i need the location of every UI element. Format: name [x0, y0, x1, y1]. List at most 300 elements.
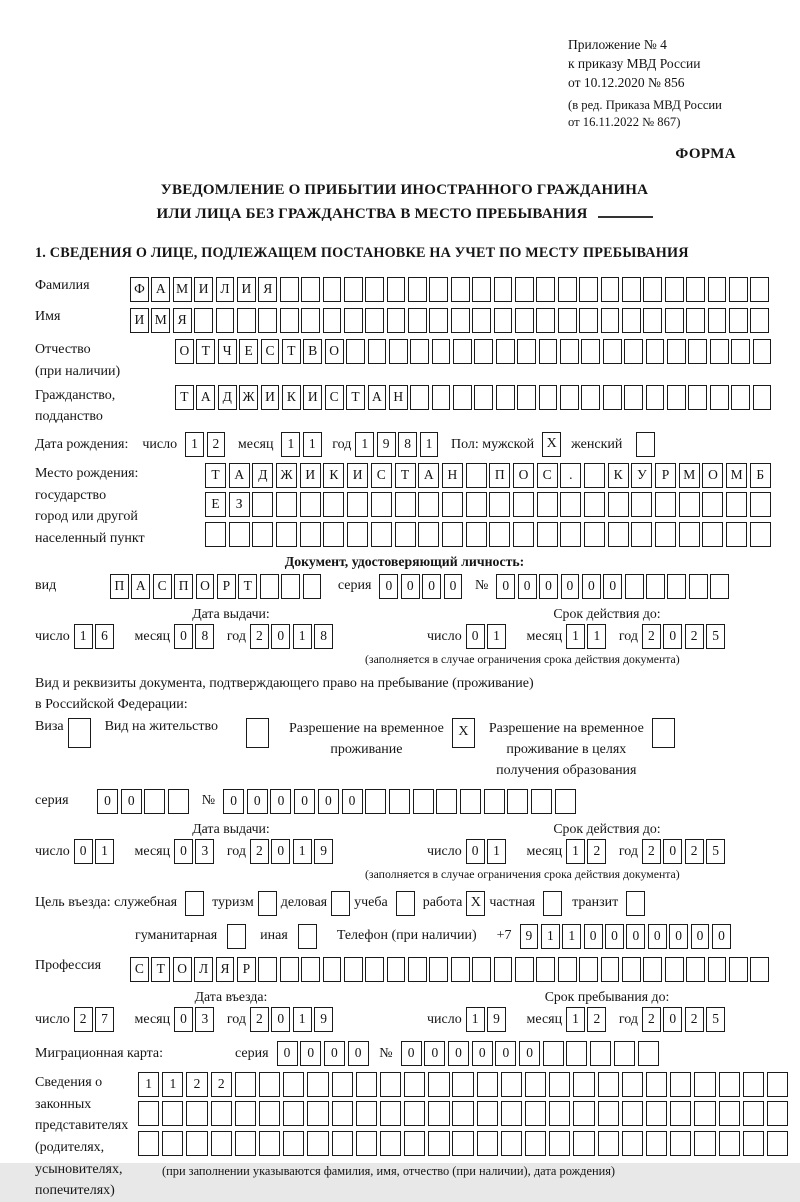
- char-cell[interactable]: [368, 339, 387, 364]
- char-cell[interactable]: 2: [642, 1007, 661, 1032]
- char-cell[interactable]: [688, 385, 707, 410]
- char-cell[interactable]: 0: [342, 789, 363, 814]
- char-cell[interactable]: [670, 1131, 691, 1156]
- char-cell[interactable]: 3: [195, 839, 214, 864]
- char-cell[interactable]: 2: [685, 1007, 704, 1032]
- char-cell[interactable]: [484, 789, 505, 814]
- char-cell[interactable]: 0: [247, 789, 268, 814]
- char-cell[interactable]: [344, 957, 363, 982]
- transit-checkbox[interactable]: [626, 891, 645, 916]
- char-cell[interactable]: Я: [216, 957, 235, 982]
- char-cell[interactable]: [138, 1131, 159, 1156]
- char-cell[interactable]: [525, 1101, 546, 1126]
- char-cell[interactable]: [560, 385, 579, 410]
- char-cell[interactable]: [162, 1131, 183, 1156]
- char-cell[interactable]: [622, 1101, 643, 1126]
- char-cell[interactable]: С: [371, 463, 392, 488]
- char-cell[interactable]: [283, 1072, 304, 1097]
- residence-permit-checkbox[interactable]: [246, 718, 269, 748]
- char-cell[interactable]: [280, 277, 299, 302]
- char-cell[interactable]: [283, 1101, 304, 1126]
- char-cell[interactable]: И: [303, 385, 322, 410]
- char-cell[interactable]: [517, 385, 536, 410]
- char-cell[interactable]: О: [513, 463, 534, 488]
- temp-residence-checkbox[interactable]: X: [452, 718, 475, 748]
- char-cell[interactable]: [496, 385, 515, 410]
- char-cell[interactable]: 0: [174, 1007, 193, 1032]
- char-cell[interactable]: 1: [487, 839, 506, 864]
- char-cell[interactable]: [726, 492, 747, 517]
- char-cell[interactable]: [536, 277, 555, 302]
- char-cell[interactable]: 6: [95, 624, 114, 649]
- char-cell[interactable]: 5: [706, 839, 725, 864]
- char-cell[interactable]: Т: [282, 339, 301, 364]
- char-cell[interactable]: [303, 574, 322, 599]
- char-cell[interactable]: [665, 957, 684, 982]
- char-cell[interactable]: [536, 308, 555, 333]
- char-cell[interactable]: 0: [324, 1041, 345, 1066]
- char-cell[interactable]: [579, 277, 598, 302]
- char-cell[interactable]: [670, 1101, 691, 1126]
- char-cell[interactable]: 9: [520, 924, 539, 949]
- char-cell[interactable]: [404, 1072, 425, 1097]
- char-cell[interactable]: [579, 957, 598, 982]
- char-cell[interactable]: [719, 1101, 740, 1126]
- char-cell[interactable]: 1: [138, 1072, 159, 1097]
- char-cell[interactable]: [365, 308, 384, 333]
- char-cell[interactable]: 0: [121, 789, 142, 814]
- char-cell[interactable]: [323, 308, 342, 333]
- char-cell[interactable]: [750, 522, 771, 547]
- char-cell[interactable]: [301, 957, 320, 982]
- char-cell[interactable]: П: [489, 463, 510, 488]
- char-cell[interactable]: [603, 339, 622, 364]
- char-cell[interactable]: 8: [314, 624, 333, 649]
- char-cell[interactable]: [395, 522, 416, 547]
- char-cell[interactable]: 0: [691, 924, 710, 949]
- char-cell[interactable]: [276, 522, 297, 547]
- char-cell[interactable]: [276, 492, 297, 517]
- blank-underline[interactable]: [598, 202, 653, 218]
- char-cell[interactable]: Ж: [276, 463, 297, 488]
- char-cell[interactable]: 1: [420, 432, 439, 457]
- char-cell[interactable]: [259, 1101, 280, 1126]
- char-cell[interactable]: 0: [561, 574, 580, 599]
- char-cell[interactable]: [477, 1072, 498, 1097]
- char-cell[interactable]: [614, 1041, 635, 1066]
- char-cell[interactable]: [686, 277, 705, 302]
- char-cell[interactable]: 0: [712, 924, 731, 949]
- char-cell[interactable]: [579, 308, 598, 333]
- char-cell[interactable]: [418, 492, 439, 517]
- char-cell[interactable]: О: [196, 574, 215, 599]
- char-cell[interactable]: 2: [250, 624, 269, 649]
- char-cell[interactable]: [622, 308, 641, 333]
- char-cell[interactable]: С: [537, 463, 558, 488]
- char-cell[interactable]: [750, 308, 769, 333]
- char-cell[interactable]: 9: [487, 1007, 506, 1032]
- char-cell[interactable]: [237, 308, 256, 333]
- char-cell[interactable]: 0: [300, 1041, 321, 1066]
- char-cell[interactable]: [474, 339, 493, 364]
- char-cell[interactable]: 0: [401, 1041, 422, 1066]
- char-cell[interactable]: [323, 492, 344, 517]
- char-cell[interactable]: [395, 492, 416, 517]
- char-cell[interactable]: [474, 385, 493, 410]
- char-cell[interactable]: [365, 277, 384, 302]
- char-cell[interactable]: И: [130, 308, 149, 333]
- char-cell[interactable]: [753, 339, 772, 364]
- char-cell[interactable]: [252, 522, 273, 547]
- char-cell[interactable]: 1: [466, 1007, 485, 1032]
- char-cell[interactable]: З: [229, 492, 250, 517]
- char-cell[interactable]: [404, 1131, 425, 1156]
- business-checkbox[interactable]: [331, 891, 350, 916]
- char-cell[interactable]: 5: [706, 624, 725, 649]
- char-cell[interactable]: [229, 522, 250, 547]
- char-cell[interactable]: [477, 1101, 498, 1126]
- char-cell[interactable]: [205, 522, 226, 547]
- char-cell[interactable]: [767, 1131, 788, 1156]
- char-cell[interactable]: [432, 339, 451, 364]
- char-cell[interactable]: [428, 1131, 449, 1156]
- char-cell[interactable]: Т: [151, 957, 170, 982]
- char-cell[interactable]: [494, 277, 513, 302]
- char-cell[interactable]: [624, 385, 643, 410]
- char-cell[interactable]: [371, 492, 392, 517]
- char-cell[interactable]: [235, 1072, 256, 1097]
- char-cell[interactable]: [453, 339, 472, 364]
- char-cell[interactable]: 0: [174, 624, 193, 649]
- char-cell[interactable]: [665, 308, 684, 333]
- char-cell[interactable]: Ч: [218, 339, 237, 364]
- char-cell[interactable]: С: [130, 957, 149, 982]
- char-cell[interactable]: 0: [294, 789, 315, 814]
- char-cell[interactable]: [729, 277, 748, 302]
- char-cell[interactable]: [601, 957, 620, 982]
- char-cell[interactable]: [694, 1131, 715, 1156]
- char-cell[interactable]: И: [300, 463, 321, 488]
- char-cell[interactable]: [646, 339, 665, 364]
- char-cell[interactable]: [598, 1072, 619, 1097]
- char-cell[interactable]: 1: [293, 839, 312, 864]
- char-cell[interactable]: [332, 1101, 353, 1126]
- char-cell[interactable]: 2: [74, 1007, 93, 1032]
- char-cell[interactable]: [307, 1131, 328, 1156]
- char-cell[interactable]: [408, 957, 427, 982]
- char-cell[interactable]: [679, 492, 700, 517]
- char-cell[interactable]: [332, 1131, 353, 1156]
- char-cell[interactable]: [719, 1072, 740, 1097]
- char-cell[interactable]: [731, 339, 750, 364]
- char-cell[interactable]: [235, 1101, 256, 1126]
- char-cell[interactable]: 0: [318, 789, 339, 814]
- char-cell[interactable]: [513, 492, 534, 517]
- char-cell[interactable]: [258, 957, 277, 982]
- temp-residence-edu-checkbox[interactable]: [652, 718, 675, 748]
- char-cell[interactable]: 0: [626, 924, 645, 949]
- char-cell[interactable]: [365, 957, 384, 982]
- char-cell[interactable]: Т: [196, 339, 215, 364]
- char-cell[interactable]: Б: [750, 463, 771, 488]
- char-cell[interactable]: 0: [663, 1007, 682, 1032]
- char-cell[interactable]: 1: [303, 432, 322, 457]
- char-cell[interactable]: М: [173, 277, 192, 302]
- char-cell[interactable]: [573, 1101, 594, 1126]
- char-cell[interactable]: 0: [669, 924, 688, 949]
- char-cell[interactable]: [560, 339, 579, 364]
- char-cell[interactable]: [646, 1101, 667, 1126]
- char-cell[interactable]: [380, 1131, 401, 1156]
- char-cell[interactable]: [702, 492, 723, 517]
- char-cell[interactable]: [743, 1072, 764, 1097]
- char-cell[interactable]: [323, 957, 342, 982]
- visa-checkbox[interactable]: [68, 718, 91, 748]
- char-cell[interactable]: [643, 277, 662, 302]
- char-cell[interactable]: [694, 1072, 715, 1097]
- char-cell[interactable]: [356, 1131, 377, 1156]
- char-cell[interactable]: Ж: [239, 385, 258, 410]
- char-cell[interactable]: 1: [74, 624, 93, 649]
- char-cell[interactable]: [387, 957, 406, 982]
- char-cell[interactable]: .: [560, 463, 581, 488]
- char-cell[interactable]: А: [229, 463, 250, 488]
- char-cell[interactable]: [442, 492, 463, 517]
- char-cell[interactable]: [710, 385, 729, 410]
- char-cell[interactable]: 8: [398, 432, 417, 457]
- char-cell[interactable]: Е: [239, 339, 258, 364]
- char-cell[interactable]: [679, 522, 700, 547]
- char-cell[interactable]: [387, 277, 406, 302]
- char-cell[interactable]: [710, 574, 729, 599]
- char-cell[interactable]: А: [196, 385, 215, 410]
- char-cell[interactable]: 9: [377, 432, 396, 457]
- char-cell[interactable]: 0: [271, 624, 290, 649]
- char-cell[interactable]: 0: [495, 1041, 516, 1066]
- char-cell[interactable]: [573, 1072, 594, 1097]
- char-cell[interactable]: Т: [395, 463, 416, 488]
- char-cell[interactable]: [307, 1101, 328, 1126]
- char-cell[interactable]: И: [237, 277, 256, 302]
- char-cell[interactable]: И: [194, 277, 213, 302]
- char-cell[interactable]: [472, 957, 491, 982]
- char-cell[interactable]: [710, 339, 729, 364]
- char-cell[interactable]: Я: [173, 308, 192, 333]
- char-cell[interactable]: Р: [655, 463, 676, 488]
- char-cell[interactable]: Я: [258, 277, 277, 302]
- char-cell[interactable]: [767, 1072, 788, 1097]
- char-cell[interactable]: [590, 1041, 611, 1066]
- char-cell[interactable]: [429, 308, 448, 333]
- female-checkbox[interactable]: [636, 432, 655, 457]
- char-cell[interactable]: Р: [217, 574, 236, 599]
- char-cell[interactable]: 2: [685, 839, 704, 864]
- char-cell[interactable]: [702, 522, 723, 547]
- char-cell[interactable]: П: [110, 574, 129, 599]
- char-cell[interactable]: П: [174, 574, 193, 599]
- char-cell[interactable]: А: [418, 463, 439, 488]
- char-cell[interactable]: [708, 277, 727, 302]
- char-cell[interactable]: Л: [216, 277, 235, 302]
- char-cell[interactable]: 0: [424, 1041, 445, 1066]
- char-cell[interactable]: Д: [218, 385, 237, 410]
- char-cell[interactable]: [186, 1101, 207, 1126]
- char-cell[interactable]: [667, 339, 686, 364]
- char-cell[interactable]: [584, 463, 605, 488]
- char-cell[interactable]: [750, 492, 771, 517]
- char-cell[interactable]: 0: [74, 839, 93, 864]
- char-cell[interactable]: [686, 308, 705, 333]
- char-cell[interactable]: [280, 308, 299, 333]
- char-cell[interactable]: [252, 492, 273, 517]
- char-cell[interactable]: [598, 1101, 619, 1126]
- char-cell[interactable]: 2: [587, 1007, 606, 1032]
- char-cell[interactable]: [472, 308, 491, 333]
- char-cell[interactable]: [601, 277, 620, 302]
- char-cell[interactable]: [507, 789, 528, 814]
- char-cell[interactable]: [501, 1131, 522, 1156]
- char-cell[interactable]: О: [175, 339, 194, 364]
- char-cell[interactable]: [429, 277, 448, 302]
- char-cell[interactable]: [472, 277, 491, 302]
- char-cell[interactable]: [549, 1131, 570, 1156]
- char-cell[interactable]: [558, 277, 577, 302]
- char-cell[interactable]: [655, 522, 676, 547]
- char-cell[interactable]: [689, 574, 708, 599]
- char-cell[interactable]: [211, 1101, 232, 1126]
- char-cell[interactable]: 0: [448, 1041, 469, 1066]
- char-cell[interactable]: С: [153, 574, 172, 599]
- char-cell[interactable]: В: [303, 339, 322, 364]
- char-cell[interactable]: 2: [207, 432, 226, 457]
- char-cell[interactable]: 1: [562, 924, 581, 949]
- char-cell[interactable]: 0: [663, 839, 682, 864]
- char-cell[interactable]: 0: [605, 924, 624, 949]
- char-cell[interactable]: [584, 522, 605, 547]
- char-cell[interactable]: [624, 339, 643, 364]
- char-cell[interactable]: [515, 277, 534, 302]
- char-cell[interactable]: 2: [685, 624, 704, 649]
- char-cell[interactable]: [452, 1101, 473, 1126]
- char-cell[interactable]: [259, 1072, 280, 1097]
- char-cell[interactable]: [622, 957, 641, 982]
- char-cell[interactable]: 2: [642, 839, 661, 864]
- char-cell[interactable]: [646, 1072, 667, 1097]
- char-cell[interactable]: 0: [348, 1041, 369, 1066]
- char-cell[interactable]: [432, 385, 451, 410]
- char-cell[interactable]: [501, 1072, 522, 1097]
- char-cell[interactable]: М: [726, 463, 747, 488]
- char-cell[interactable]: [743, 1101, 764, 1126]
- char-cell[interactable]: 1: [566, 1007, 585, 1032]
- char-cell[interactable]: Т: [346, 385, 365, 410]
- char-cell[interactable]: [643, 957, 662, 982]
- char-cell[interactable]: Т: [238, 574, 257, 599]
- char-cell[interactable]: [517, 339, 536, 364]
- char-cell[interactable]: [389, 339, 408, 364]
- char-cell[interactable]: [194, 308, 213, 333]
- char-cell[interactable]: [515, 308, 534, 333]
- char-cell[interactable]: М: [679, 463, 700, 488]
- char-cell[interactable]: [346, 339, 365, 364]
- char-cell[interactable]: А: [151, 277, 170, 302]
- char-cell[interactable]: [655, 492, 676, 517]
- char-cell[interactable]: [601, 308, 620, 333]
- char-cell[interactable]: [643, 308, 662, 333]
- char-cell[interactable]: [501, 1101, 522, 1126]
- char-cell[interactable]: [347, 522, 368, 547]
- char-cell[interactable]: 0: [271, 1007, 290, 1032]
- char-cell[interactable]: 0: [603, 574, 622, 599]
- char-cell[interactable]: [688, 339, 707, 364]
- char-cell[interactable]: [211, 1131, 232, 1156]
- char-cell[interactable]: 1: [162, 1072, 183, 1097]
- char-cell[interactable]: [708, 957, 727, 982]
- char-cell[interactable]: [496, 339, 515, 364]
- char-cell[interactable]: [598, 1131, 619, 1156]
- char-cell[interactable]: [356, 1101, 377, 1126]
- char-cell[interactable]: Т: [175, 385, 194, 410]
- char-cell[interactable]: [404, 1101, 425, 1126]
- char-cell[interactable]: [144, 789, 165, 814]
- char-cell[interactable]: [608, 522, 629, 547]
- char-cell[interactable]: [667, 574, 686, 599]
- char-cell[interactable]: 2: [250, 1007, 269, 1032]
- char-cell[interactable]: 1: [293, 1007, 312, 1032]
- char-cell[interactable]: 1: [355, 432, 374, 457]
- work-checkbox[interactable]: X: [466, 891, 485, 916]
- char-cell[interactable]: [743, 1131, 764, 1156]
- char-cell[interactable]: [418, 522, 439, 547]
- char-cell[interactable]: [670, 1072, 691, 1097]
- char-cell[interactable]: [646, 385, 665, 410]
- char-cell[interactable]: 1: [587, 624, 606, 649]
- char-cell[interactable]: [753, 385, 772, 410]
- char-cell[interactable]: И: [261, 385, 280, 410]
- char-cell[interactable]: [573, 1131, 594, 1156]
- char-cell[interactable]: [260, 574, 279, 599]
- char-cell[interactable]: [466, 522, 487, 547]
- char-cell[interactable]: [608, 492, 629, 517]
- char-cell[interactable]: [258, 308, 277, 333]
- char-cell[interactable]: [283, 1131, 304, 1156]
- char-cell[interactable]: О: [702, 463, 723, 488]
- char-cell[interactable]: [489, 522, 510, 547]
- char-cell[interactable]: [686, 957, 705, 982]
- char-cell[interactable]: 2: [250, 839, 269, 864]
- char-cell[interactable]: [408, 308, 427, 333]
- char-cell[interactable]: [515, 957, 534, 982]
- char-cell[interactable]: К: [608, 463, 629, 488]
- char-cell[interactable]: [494, 957, 513, 982]
- char-cell[interactable]: [408, 277, 427, 302]
- char-cell[interactable]: [460, 789, 481, 814]
- study-checkbox[interactable]: [396, 891, 415, 916]
- char-cell[interactable]: [494, 308, 513, 333]
- char-cell[interactable]: [451, 957, 470, 982]
- char-cell[interactable]: [525, 1131, 546, 1156]
- char-cell[interactable]: [307, 1072, 328, 1097]
- char-cell[interactable]: 0: [472, 1041, 493, 1066]
- char-cell[interactable]: [726, 522, 747, 547]
- char-cell[interactable]: Д: [252, 463, 273, 488]
- char-cell[interactable]: 1: [566, 839, 585, 864]
- char-cell[interactable]: [347, 492, 368, 517]
- char-cell[interactable]: 1: [293, 624, 312, 649]
- char-cell[interactable]: 9: [314, 839, 333, 864]
- char-cell[interactable]: [301, 277, 320, 302]
- char-cell[interactable]: [466, 492, 487, 517]
